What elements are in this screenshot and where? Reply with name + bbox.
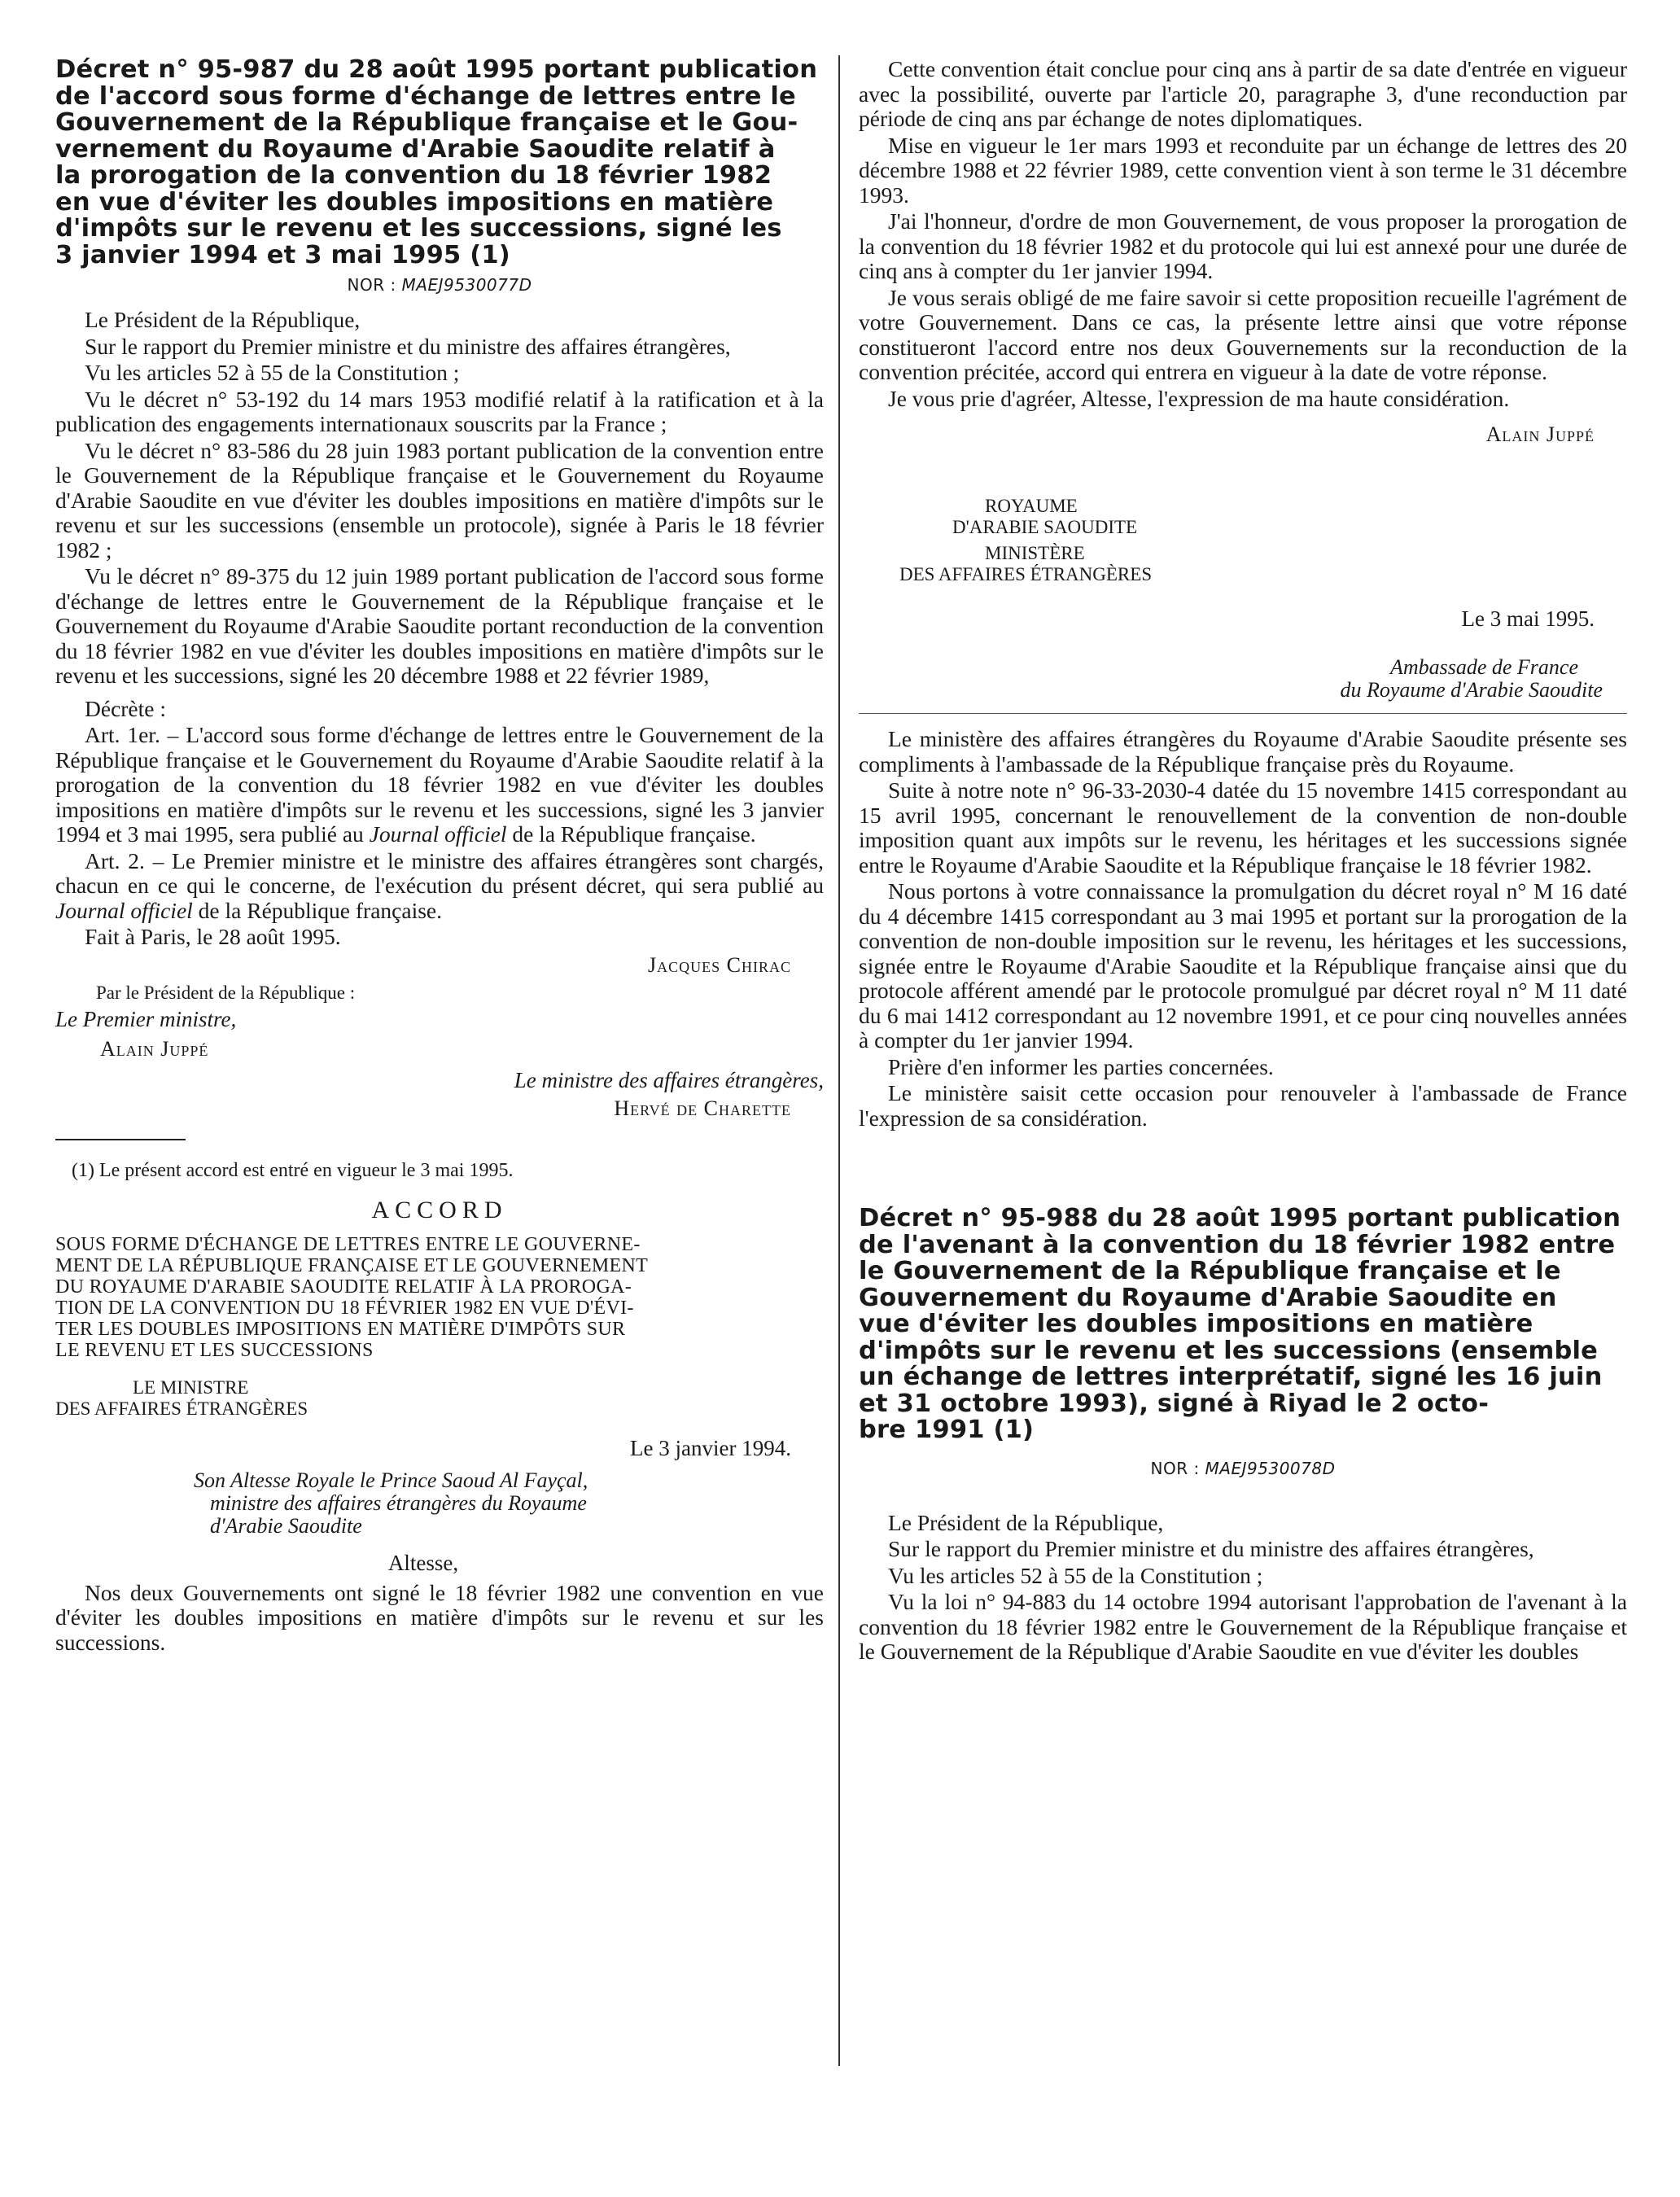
- addressee-line: du Royaume d'Arabie Saoudite: [1340, 678, 1603, 702]
- title-line: vernement du Royaume d'Arabie Saoudite relatif à: [55, 134, 776, 164]
- title-line: de l'avenant à la convention du 18 février 1982 entre: [859, 1230, 1616, 1259]
- title-line: Gouvernement du Royaume d'Arabie Saoudite en: [859, 1283, 1557, 1312]
- accord-subtitle-line: DU ROYAUME D'ARABIE SAOUDITE RELATIF À LA PROROGA-: [55, 1276, 632, 1298]
- letterhead-line: ROYAUME: [985, 496, 1078, 516]
- addressee-line: Ambassade de France: [1389, 655, 1578, 679]
- note-paragraph: Suite à notre note n° 96-33-2030-4 datée du 15 novembre 1415 correspondant au 15 avril 1995, concernant le renouvellement de la convention de non-double imposition quant aux impôts sur le revenu, les héritages et les successions signée entre le Royaume d'Arabie Saoudite et la République française le 18 février 1982.: [859, 777, 1627, 877]
- note-paragraph: Le ministère saisit cette occasion pour renouveler à l'ambassade de France l'expression de sa considération.: [859, 1080, 1627, 1131]
- title-line: de l'accord sous forme d'échange de lettres entre le: [55, 81, 796, 111]
- title-line: Décret n° 95-987 du 28 août 1995 portant publication: [55, 55, 818, 84]
- title-line: et 31 octobre 1993), signé à Riyad le 2 octo-: [859, 1389, 1490, 1418]
- letter-paragraph: Cette convention était conclue pour cinq ans à partir de sa date d'entrée en vigueur avec la possibilité, ouverte par l'article 20, paragraphe 3, d'une reconduction par période de cinq ans par échange de notes diplomatiques.: [859, 56, 1627, 131]
- note-paragraph: Prière d'en informer les parties concernées.: [888, 1053, 1274, 1079]
- preamble-paragraph: Le Président de la République,: [888, 1509, 1164, 1535]
- nor-code: MAEJ9530078D: [1205, 1458, 1336, 1478]
- footnote-rule: [55, 1139, 186, 1140]
- preamble-paragraph: Vu le décret n° 53-192 du 14 mars 1953 modifié relatif à la ratification et à la publication des engagements internationaux souscrits par la France ;: [55, 386, 824, 436]
- letterhead-line: DES AFFAIRES ÉTRANGÈRES: [899, 564, 1153, 584]
- title-line: Gouvernement de la République française et le Gou-: [55, 108, 798, 137]
- journal-officiel-ref: Journal officiel: [369, 821, 507, 847]
- addressee-line: ministre des affaires étrangères du Royaume: [210, 1490, 587, 1515]
- title-line: la prorogation de la convention du 18 février 1982: [55, 161, 772, 190]
- letter-date: Le 3 mai 1995.: [1461, 606, 1595, 631]
- note-paragraph: Nous portons à votre connaissance la promulgation du décret royal n° M 16 daté du 4 décembre 1415 correspondant au 3 mai 1995 et portant sur la prorogation de la convention de non-double imposition sur le revenu, les héritages et les successions, signée entre le Royaume d'Arabie Saoudite et la République française ainsi que du protocole afférent amendé par le protocole promulgué par décret royal n° M 11 daté du 6 mai 1412 correspondant au 12 novembre 1991, et ce pour cinq nouvelles années à compter du 1er janvier 1994.: [859, 878, 1627, 1053]
- addressee-ambassade: [859, 656, 1627, 702]
- left-column: [55, 57, 824, 1655]
- title-line: 3 janvier 1994 et 3 mai 1995 (1): [55, 240, 510, 269]
- title-line: Décret n° 95-988 du 28 août 1995 portant publication: [859, 1204, 1621, 1232]
- nor-reference: [55, 275, 824, 295]
- letterhead-saudi: [859, 496, 1627, 585]
- letter-date: Le 3 janvier 1994.: [630, 1435, 791, 1460]
- preamble-paragraph: Vu la loi n° 94-883 du 14 octobre 1994 autorisant l'approbation de l'avenant à la convention du 18 février 1982 entre le Gouvernement de la République française et le Gouvernement de la République d'Arabie Saoudite en vue d'éviter les doubles: [859, 1589, 1627, 1664]
- ministre-ae-name: Hervé de Charette: [614, 1096, 791, 1120]
- accord-subtitle-line: TER LES DOUBLES IMPOSITIONS EN MATIÈRE D'IMPÔTS SUR: [55, 1318, 626, 1340]
- salutation: Altesse,: [387, 1550, 459, 1575]
- title-line: le Gouvernement de la République française et le: [859, 1257, 1561, 1285]
- article-1: [55, 723, 824, 847]
- decree-title-95-987: [55, 57, 824, 269]
- title-line: d'impôts sur le revenu et les successions, signé les: [55, 214, 782, 243]
- accord-subtitle-line: SOUS FORME D'ÉCHANGE DE LETTRES ENTRE LE GOUVERNE-: [55, 1233, 641, 1255]
- letterhead-line: LE MINISTRE: [133, 1376, 249, 1398]
- addressee-line: Son Altesse Royale le Prince Saoud Al Fayçal,: [194, 1468, 588, 1492]
- journal-officiel-ref: Journal officiel: [55, 897, 193, 923]
- section-rule: [859, 713, 1627, 714]
- preamble-paragraph: Vu les articles 52 à 55 de la Constitution ;: [888, 1562, 1263, 1588]
- letterhead-line: D'ARABIE SAOUDITE: [952, 517, 1138, 537]
- signature-juppe: Alain Juppé: [1485, 422, 1595, 446]
- accord-subtitle-line: LE REVENU ET LES SUCCESSIONS: [55, 1339, 374, 1361]
- letter-paragraph: Nos deux Gouvernements ont signé le 18 février 1982 une convention en vue d'éviter les doubles impositions en matière d'impôts sur le revenu et sur les successions.: [55, 1579, 824, 1655]
- preamble-paragraph: Le Président de la République,: [85, 307, 361, 332]
- accord-heading: ACCORD: [371, 1196, 508, 1223]
- article-2-text-end: de la République française.: [192, 897, 442, 923]
- preamble-paragraph: Sur le rapport du Premier ministre et du ministre des affaires étrangères,: [85, 333, 731, 359]
- premier-ministre-title: Le Premier ministre,: [55, 1006, 237, 1031]
- preamble-paragraph: Vu le décret n° 83-586 du 28 juin 1983 portant publication de la convention entre le Gouvernement de la République française et le Gouvernement du Royaume d'Arabie Saoudite en vue d'éviter les doubles impositions en matière d'impôts sur le revenu et sur les successions (ensemble un protocole), signée à Paris le 18 février 1982 ;: [55, 437, 824, 562]
- column-divider: [838, 55, 840, 2066]
- letter-paragraph: Je vous serais obligé de me faire savoir si cette proposition recueille l'agrément de votre Gouvernement. Dans ce cas, la présente lettre ainsi que votre réponse constitueront l'accord entre nos deux Gouvernements sur la reconduction de la convention précitée, accord qui entrera en vigueur à la date de votre réponse.: [859, 284, 1627, 384]
- par-le-president: Par le Président de la République :: [96, 982, 356, 1003]
- title-line: en vue d'éviter les doubles impositions en matière: [55, 187, 774, 217]
- right-column: [859, 57, 1627, 1665]
- addressee-line: d'Arabie Saoudite: [210, 1513, 362, 1538]
- article-1-text-end: de la République française.: [506, 821, 756, 847]
- ministre-ae-title: Le ministre des affaires étrangères,: [514, 1067, 824, 1092]
- decrete-heading: Décrète :: [85, 695, 166, 721]
- accord-subtitle: [55, 1234, 824, 1361]
- title-line: bre 1991 (1): [859, 1416, 1035, 1444]
- article-2-text: Art. 2. – Le Premier ministre et le ministre des affaires étrangères sont chargés, chacun en ce qui le concerne, de l'exécution du présent décret, qui sera publié au: [55, 847, 824, 898]
- letterhead-line: DES AFFAIRES ÉTRANGÈRES: [55, 1398, 308, 1419]
- letter-paragraph: Je vous prie d'agréer, Altesse, l'expression de ma haute considération.: [888, 385, 1510, 411]
- letterhead-line: MINISTÈRE: [985, 543, 1085, 563]
- title-line: d'impôts sur le revenu et les successions (ensemble: [859, 1336, 1599, 1365]
- note-paragraph: Le ministère des affaires étrangères du Royaume d'Arabie Saoudite présente ses compliments à l'ambassade de la République française près du Royaume.: [859, 726, 1627, 777]
- preamble-paragraph: Sur le rapport du Premier ministre et du ministre des affaires étrangères,: [888, 1536, 1534, 1561]
- title-line: vue d'éviter les doubles impositions en matière: [859, 1310, 1533, 1338]
- letter-paragraph: Mise en vigueur le 1er mars 1993 et reconduite par un échange de lettres des 20 décembre 1988 et 22 février 1989, cette convention vient à son terme le 31 décembre 1993.: [859, 132, 1627, 208]
- article-2: [55, 849, 824, 924]
- article-1-text: Art. 1er. – L'accord sous forme d'échange de lettres entre le Gouvernement de la République française et le Gouvernement du Royaume d'Arabie Saoudite relatif à la prorogation de la convention du 18 février 1982 en vue d'éviter les doubles impositions en matière d'impôts sur le revenu et les successions, signé les 3 janvier 1994 et 3 mai 1995, sera publié au: [55, 722, 824, 847]
- accord-subtitle-line: MENT DE LA RÉPUBLIQUE FRANÇAISE ET LE GOUVERNEMENT: [55, 1254, 649, 1276]
- addressee: [55, 1469, 824, 1538]
- title-line: un échange de lettres interprétatif, signé les 16 juin: [859, 1363, 1603, 1391]
- letter-paragraph: J'ai l'honneur, d'ordre de mon Gouvernement, de vous proposer la prorogation de la convention du 18 février 1982 et du protocole qui lui est annexé pour une durée de cinq ans à compter du 1er janvier 1994.: [859, 208, 1627, 283]
- signature-president: Jacques Chirac: [648, 952, 791, 977]
- nor-label: NOR :: [347, 275, 396, 295]
- nor-label: NOR :: [1150, 1458, 1200, 1478]
- nor-reference: [859, 1459, 1627, 1478]
- place-date: Fait à Paris, le 28 août 1995.: [85, 924, 341, 949]
- preamble-paragraph: Vu les articles 52 à 55 de la Constitution ;: [85, 360, 460, 385]
- accord-subtitle-line: TION DE LA CONVENTION DU 18 FÉVRIER 1982 EN VUE D'ÉVI-: [55, 1297, 634, 1319]
- premier-ministre-name: Alain Juppé: [100, 1036, 209, 1061]
- nor-code: MAEJ9530077D: [401, 275, 532, 295]
- decree-title-95-988: [859, 1206, 1627, 1444]
- footnote: (1) Le présent accord est entré en vigueur le 3 mai 1995.: [72, 1159, 514, 1181]
- preamble-paragraph: Vu le décret n° 89-375 du 12 juin 1989 portant publication de l'accord sous forme d'échange de lettres entre le Gouvernement de la République française et le Gouvernement du Royaume d'Arabie Saoudite portant reconduction de la convention du 18 février 1982 en vue d'éviter les doubles impositions en matière d'impôts sur le revenu et les successions, signé les 20 décembre 1988 et 22 février 1989,: [55, 563, 824, 688]
